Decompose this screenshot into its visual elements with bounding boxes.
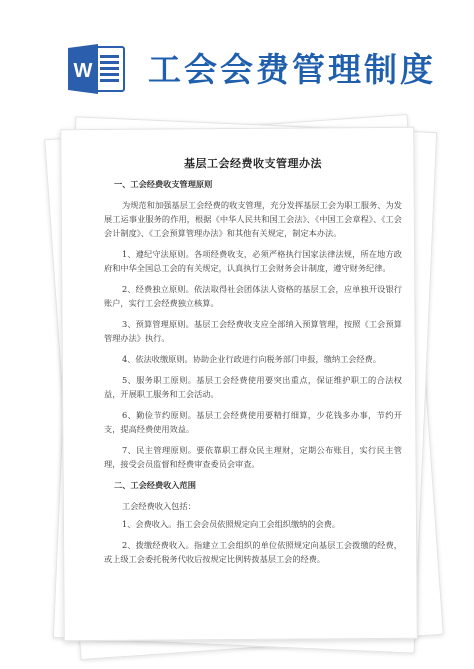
paragraph: 5、服务职工原则。基层工会经费使用要突出重点，保证维护职工的合法权益，开展职工服务和工会活动。 [104, 375, 402, 399]
document-content [104, 157, 402, 573]
paragraph: 1、遵纪守法原则。各项经费收支，必须严格执行国家法律法规，所在地方政府和中华全国总工会的有关规定，认真执行工会财务会计制度，遵守财务纪律。 [104, 249, 402, 273]
paragraph: 工会经费收入包括： [122, 501, 196, 511]
paragraph: 7、民主管理原则。要依靠职工群众民主理财，定期公布账目，实行民主管理，接受会员监督和经费审查委员会审查。 [104, 445, 402, 469]
section-heading: 一、工会经费收支管理原则 [114, 179, 213, 189]
banner-title: 工会会费管理制度 [148, 50, 436, 89]
document-title: 基层工会经费收支管理办法 [184, 157, 322, 170]
word-icon-letter: W [73, 60, 93, 82]
paragraph: 为规范和加强基层工会经费的收支管理，充分发挥基层工会为职工服务、为发展工运事业服务的作用，根据《中华人民共和国工会法》、《中国工会章程》、《工会会计制度》、《工会预算管理办法》和其他有关规定，制定本办法。 [104, 200, 402, 238]
paragraph: 3、预算管理原则。基层工会经费收支应全部纳入预算管理，按照《工会预算管理办法》执行。 [104, 319, 402, 343]
paragraph: 2、拨缴经费收入。指建立工会组织的单位依照规定向基层工会拨缴的经费，或上级工会委托税务代收后按规定比例转拨基层工会的经费。 [104, 540, 402, 564]
section-heading: 二、工会经费收入范围 [114, 480, 196, 490]
paragraph: 2、经费独立原则。依法取得社会团体法人资格的基层工会，应单独开设银行账户，实行工会经费独立核算。 [104, 284, 402, 308]
paragraph: 4、依法收缴原则。协助企业行政进行向税务部门申报，缴纳工会经费。 [122, 354, 382, 364]
paragraph: 6、勤俭节约原则。基层工会经费使用要精打细算，少花钱多办事，节约开支，提高经费使用效益。 [104, 410, 402, 434]
paragraph: 1、会费收入。指工会会员依照规定向工会组织缴纳的会费。 [122, 519, 341, 529]
